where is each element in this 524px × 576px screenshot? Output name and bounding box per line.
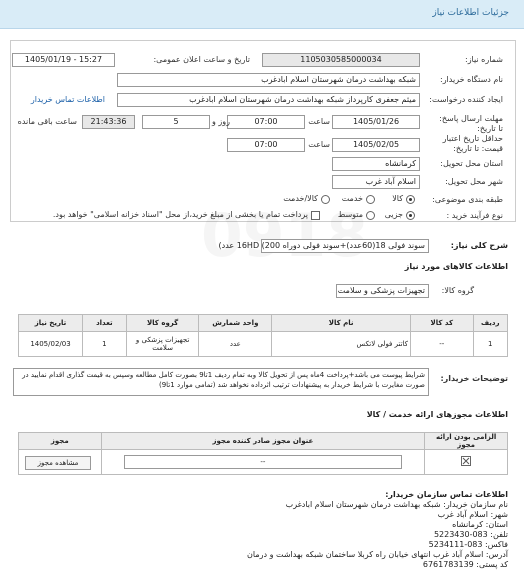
deadline-date-field[interactable]: 1405/01/26 — [332, 115, 420, 129]
province-field[interactable]: کرمانشاه — [332, 157, 420, 171]
validity-label-1: حداقل تاریخ اعتبار — [442, 134, 503, 143]
goods-group-field[interactable]: تجهیزات پزشکی و سلامت — [336, 284, 429, 298]
need-number-label: شماره نیاز: — [465, 55, 503, 64]
goods-section-title: اطلاعات کالاهای مورد نیاز — [404, 262, 508, 271]
permit-col-title: عنوان مجوز صادر کننده مجوز — [101, 433, 425, 450]
buyer-notes-label: توضیحات خریدار: — [440, 374, 508, 383]
need-number-field[interactable]: 1105030585000034 — [262, 53, 420, 67]
days-field[interactable]: 5 — [142, 115, 210, 129]
cross-icon — [462, 457, 470, 465]
category-option-both: کالا/خدمت — [283, 194, 318, 203]
buyer-contact-link[interactable]: اطلاعات تماس خریدار — [30, 95, 105, 104]
col-name: نام کالا — [272, 315, 411, 332]
cell-row: 1 — [473, 332, 507, 357]
treasury-note: پرداخت تمام یا بخشی از مبلغ خرید،از محل "اسناد خزانه اسلامی" خواهد بود. — [52, 210, 308, 219]
category-radio-both[interactable] — [321, 195, 330, 204]
purchase-radio-medium[interactable] — [366, 211, 375, 220]
view-permit-button[interactable]: مشاهده مجوز — [25, 456, 91, 470]
category-radio-goods[interactable] — [406, 195, 415, 204]
permit-title-field[interactable]: -- — [124, 455, 403, 469]
permit-view-cell — [19, 450, 102, 475]
title-bar — [0, 0, 524, 29]
cell-unit: عدد — [199, 332, 272, 357]
cell-name: کاتتر فولی لاتکس — [272, 332, 411, 357]
cell-group: تجهیزات پزشکی و سلامت — [126, 332, 199, 357]
purchase-option-minor: جزیی — [384, 210, 403, 219]
validity-time-field[interactable]: 07:00 — [227, 138, 305, 152]
permits-table-header — [19, 433, 508, 450]
category-option-service: خدمت — [341, 194, 363, 203]
deadline-time-field[interactable]: 07:00 — [227, 115, 305, 129]
buyer-org-label: نام دستگاه خریدار: — [440, 75, 503, 84]
category-label: طبقه بندی موضوعی: — [432, 195, 503, 204]
goods-group-label: گروه کالا: — [441, 286, 474, 295]
col-row: ردیف — [473, 315, 507, 332]
purchase-option-medium: متوسط — [337, 210, 363, 219]
table-row — [19, 332, 508, 357]
cell-quantity: 1 — [82, 332, 126, 357]
validity-label-2: قیمت: تا تاریخ: — [453, 144, 503, 153]
contact-phone: تلفن: 083-5223430 — [433, 530, 508, 539]
purchase-radio-minor[interactable] — [406, 211, 415, 220]
need-info-panel — [10, 40, 516, 222]
buyer-notes-field[interactable]: شرایط پیوست می باشد+پرداخت 4ماه پس از تحویل کالا وبه تمام ردیف 1تا9 بصورت کامل مطالعه وسپس به قیمت گذاری اقدام نمایید در صورت مغایرت با شرایط خریدار به پیشنهادات ترتیب اثرداده نخواهد شد (تمامی موارد 1تا9) — [13, 368, 429, 396]
permit-title-cell — [101, 450, 425, 475]
cell-need-date: 1405/02/03 — [19, 332, 83, 357]
city-field[interactable]: اسلام آباد غرب — [332, 175, 420, 189]
col-code: کد کالا — [411, 315, 474, 332]
treasury-checkbox[interactable] — [311, 211, 320, 220]
permits-section-title: اطلاعات مجوزهای ارائه خدمت / کالا — [366, 410, 508, 419]
permits-table — [18, 432, 508, 475]
contact-org: نام سازمان خریدار: شبکه بهداشت درمان شهرستان اسلام ابادغرب — [285, 500, 508, 509]
permit-col-required: الزامی بودن ارائه مجوز — [425, 433, 508, 450]
city-label: شهر محل تحویل: — [445, 177, 503, 186]
purchase-label: نوع فرآیند خرید : — [446, 211, 503, 220]
permit-required-checkbox[interactable] — [461, 456, 471, 466]
creator-label: ایجاد کننده درخواست: — [429, 95, 503, 104]
validity-time-label: ساعت — [308, 140, 330, 149]
contact-postal: کد پستی: 6761783139 — [422, 560, 508, 569]
creator-field[interactable]: میثم جعفری کارپرداز شبکه بهداشت درمان شهرستان اسلام ابادغرب — [117, 93, 420, 107]
buyer-org-field[interactable]: شبکه بهداشت درمان شهرستان اسلام ابادغرب — [117, 73, 420, 87]
permit-required-cell — [425, 450, 508, 475]
summary-label: شرح کلی نیاز: — [450, 241, 508, 250]
goods-table-header — [19, 315, 508, 332]
remaining-time-field: 21:43:36 — [82, 115, 135, 129]
deadline-label: مهلت ارسال پاسخ: تا تاریخ: — [439, 114, 503, 133]
province-label: استان محل تحویل: — [440, 159, 503, 168]
summary-field[interactable]: سوند فولی 18(60عدد)+سوند فولی دوراه 200) 16HD عدد) — [261, 239, 429, 253]
validity-date-field[interactable]: 1405/02/05 — [332, 138, 420, 152]
deadline-time-label: ساعت — [308, 117, 330, 126]
remaining-label: ساعت باقی مانده — [17, 117, 77, 126]
contact-city: شهر: اسلام آباد غرب — [437, 510, 508, 519]
page-title: جزئیات اطلاعات نیاز — [432, 8, 509, 18]
contact-province: استان: کرمانشاه — [452, 520, 508, 529]
days-label: روز و — [212, 117, 230, 126]
announce-field[interactable]: 1405/01/19 - 15:27 — [12, 53, 115, 67]
goods-table — [18, 314, 508, 357]
col-group: گروه کالا — [126, 315, 199, 332]
col-unit: واحد شمارش — [199, 315, 272, 332]
category-radio-service[interactable] — [366, 195, 375, 204]
col-need-date: تاریخ نیاز — [19, 315, 83, 332]
table-row — [19, 450, 508, 475]
contact-title: اطلاعات تماس سازمان خریدار: — [385, 490, 508, 499]
category-option-goods: کالا — [392, 194, 403, 203]
permit-col-permit: مجوز — [19, 433, 102, 450]
announce-label: تاریخ و ساعت اعلان عمومی: — [153, 55, 250, 64]
contact-address: آدرس: اسلام آباد غرب انتهای خیابان راه کربلا ساختمان شبکه بهداشت و درمان — [247, 550, 508, 559]
contact-fax: فاکس: 083-5234111 — [428, 540, 508, 549]
col-quantity: تعداد — [82, 315, 126, 332]
cell-code: -- — [411, 332, 474, 357]
buyer-contact-block — [18, 490, 508, 570]
